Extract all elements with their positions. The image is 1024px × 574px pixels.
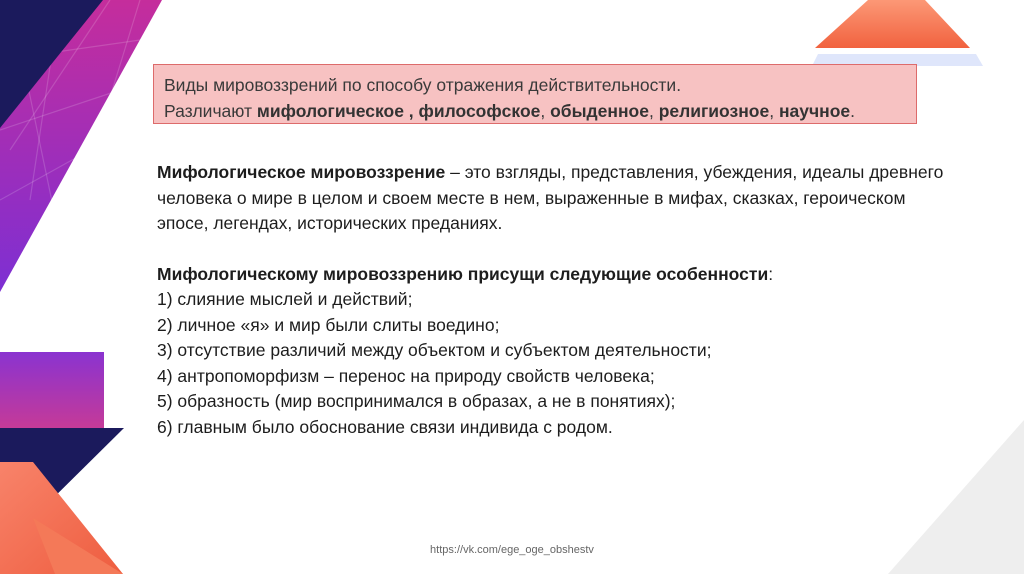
feature-item: 1) слияние мыслей и действий;	[157, 289, 413, 309]
feature-item: 4) антропоморфизм – перенос на природу свойств человека;	[157, 365, 655, 386]
feature-item: 3) отсутствие различий между объектом и субъектом деятельности;	[157, 340, 712, 360]
feature-item: 6) главным было обоснование связи индивида с родом.	[157, 416, 613, 437]
viewpoint-types-box	[153, 64, 917, 124]
deco-purple-band	[0, 352, 104, 428]
type-philosophical: философское	[418, 101, 541, 121]
type-scientific: научное	[778, 101, 851, 121]
type-everyday: обыденное	[550, 101, 649, 121]
main-content	[157, 160, 947, 440]
feature-item: 2) личное «я» и мир были слиты воедино;	[157, 314, 500, 335]
box-line-2: Различают мифологическое , философское, обыденное, религиозное, научное.	[164, 101, 856, 121]
deco-coral-triangle-top-right	[815, 0, 970, 48]
definition-paragraph	[157, 160, 947, 237]
feature-item: 5) образность (мир воспринимался в образах, а не в понятиях);	[157, 391, 676, 411]
box-line-1: Виды мировоззрений по способу отражения действительности.	[164, 75, 682, 95]
footer-url: https://vk.com/ege_oge_obshestv	[430, 544, 594, 556]
definition-term: Мифологическое мировоззрение	[157, 162, 446, 182]
features-heading: Мифологическому мировоззрению присущи следующие особенности:	[157, 263, 774, 284]
type-religious: религиозное	[658, 101, 770, 121]
type-mythological: мифологическое	[256, 101, 404, 121]
definition-text: – это взгляды, представления, убеждения, идеалы древнего человека о мире в целом и своем месте в нем, выраженные в мифах, сказках, героическом эпосе, легендах, исторических преданиях.	[157, 162, 944, 233]
